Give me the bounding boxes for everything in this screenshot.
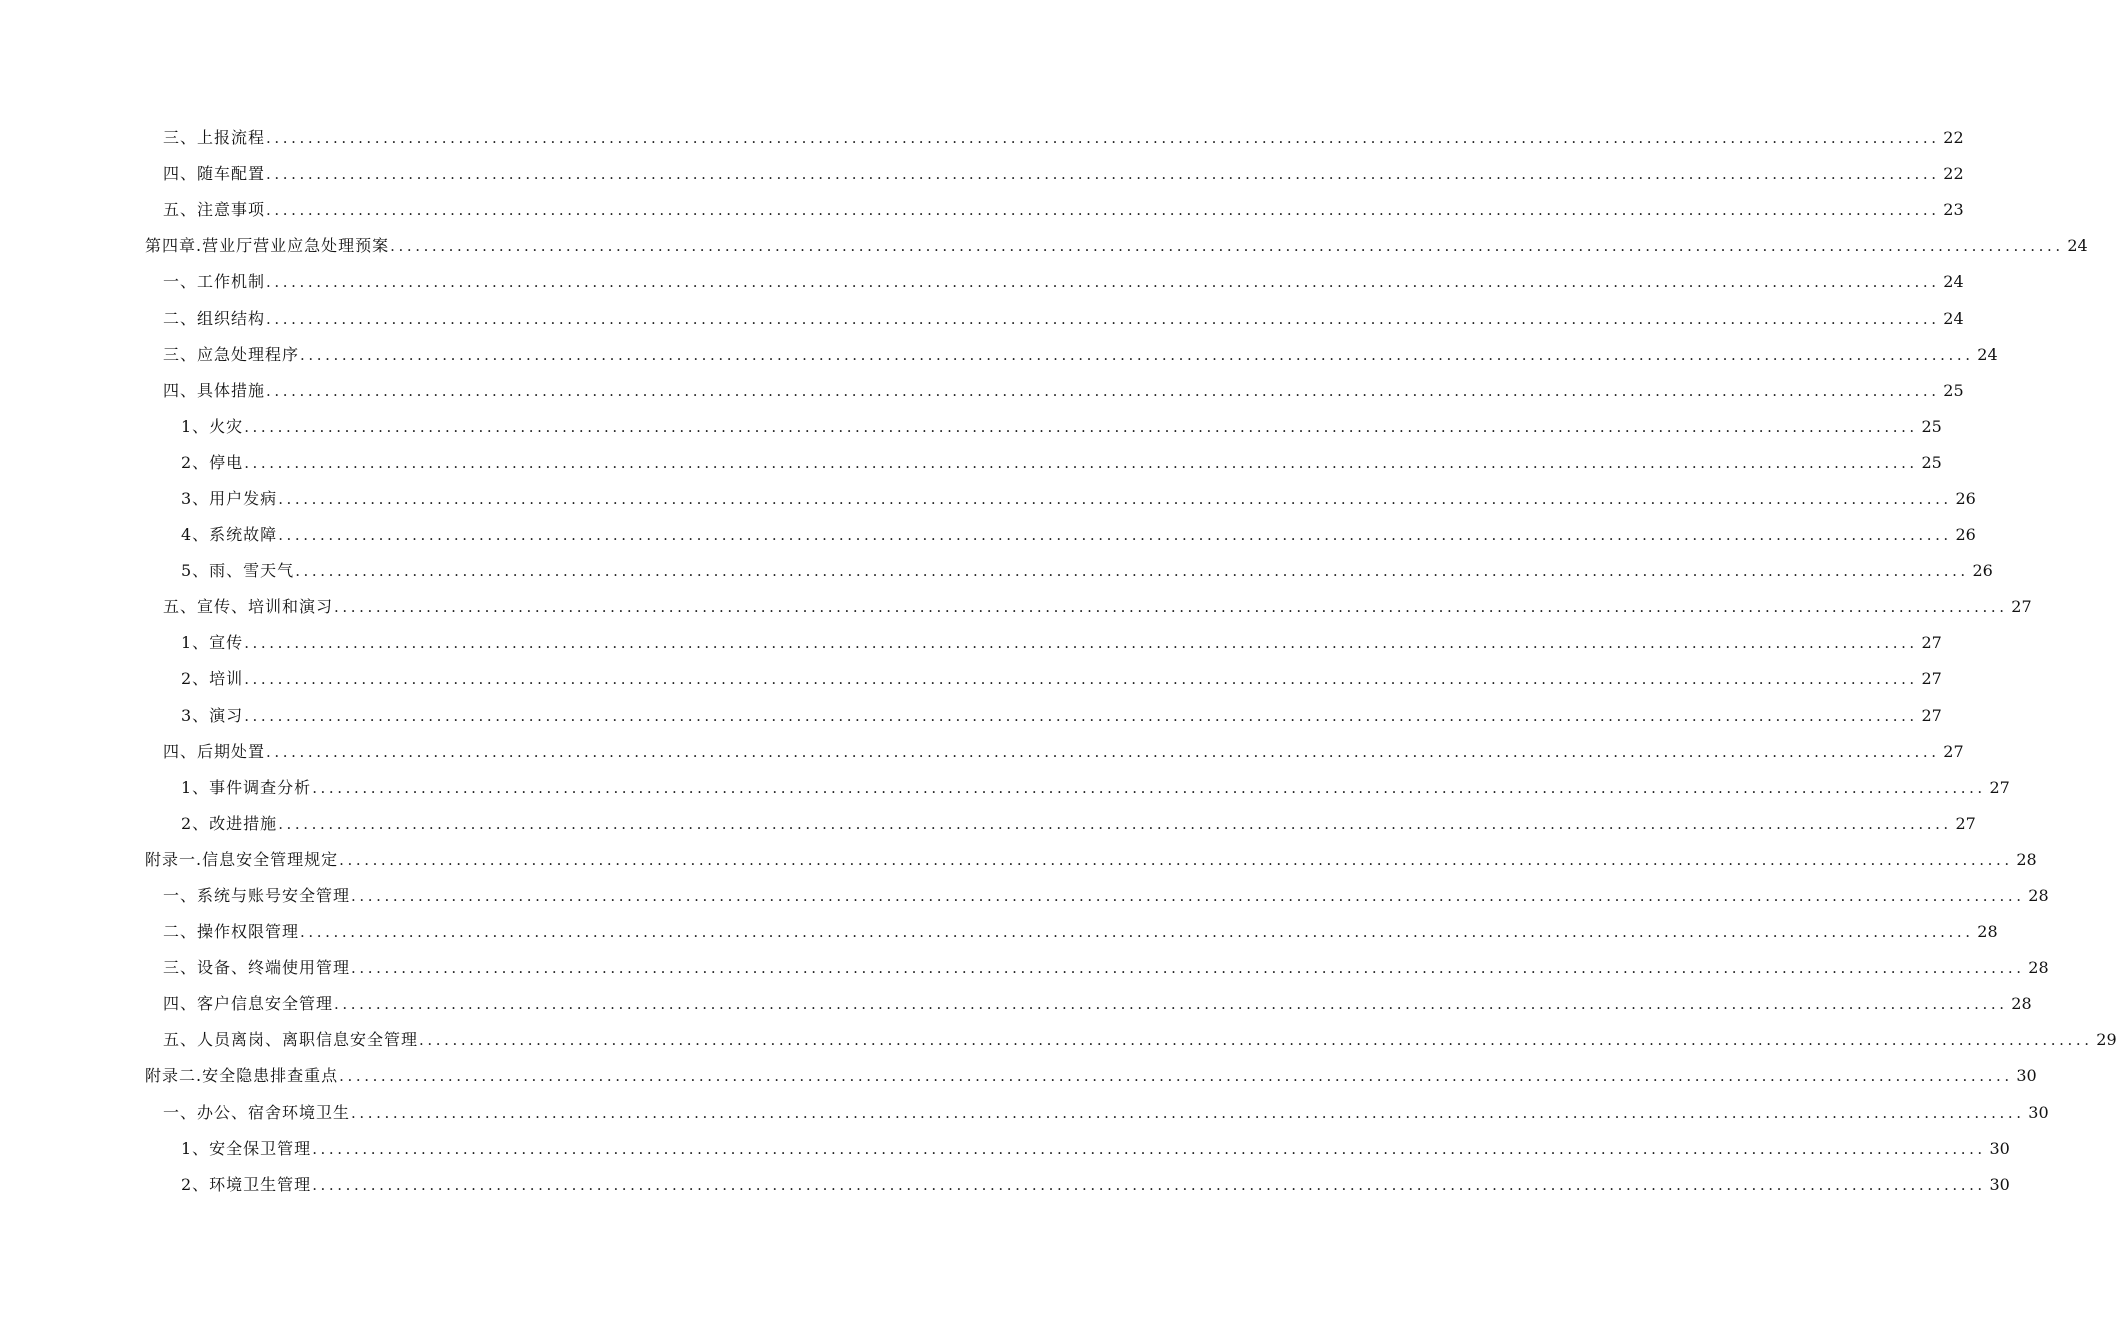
toc-entry[interactable]: [0, 445, 1942, 481]
toc-entry[interactable]: [0, 842, 2037, 878]
toc-entry-title: 2、培训: [181, 669, 244, 689]
toc-dot-leader: ........................................................................................................................................................................................................: [244, 706, 1918, 725]
toc-entry-page-number: 28: [2028, 886, 2049, 906]
toc-entry-page-number: 26: [1972, 561, 1993, 581]
toc-entry-title: 4、系统故障: [181, 525, 278, 545]
toc-entry[interactable]: [0, 734, 1964, 770]
toc-entry[interactable]: [0, 1167, 2010, 1203]
toc-entry-title: 四、后期处置: [163, 741, 266, 761]
toc-dot-leader: ........................................................................................................................................................................................................: [300, 923, 1974, 942]
toc-entry-title: 三、设备、终端使用管理: [163, 958, 351, 978]
toc-dot-leader: ........................................................................................................................................................................................................: [295, 562, 1969, 581]
toc-entry-title: 五、宣传、培训和演习: [163, 597, 334, 617]
toc-dot-leader: ........................................................................................................................................................................................................: [390, 237, 2064, 256]
toc-entry-page-number: 29: [2096, 1030, 2117, 1050]
toc-entry-page-number: 27: [1921, 669, 1942, 689]
toc-entry-title: 3、用户发病: [181, 488, 278, 508]
toc-entry-title: 附录二.安全隐患排查重点: [145, 1066, 339, 1086]
toc-entry[interactable]: [0, 481, 1976, 517]
toc-entry-page-number: 27: [1989, 777, 2010, 797]
toc-entry-page-number: 22: [1943, 164, 1964, 184]
toc-entry-page-number: 22: [1943, 128, 1964, 148]
toc-dot-leader: ........................................................................................................................................................................................................: [419, 1031, 2093, 1050]
toc-entry-page-number: 27: [1921, 633, 1942, 653]
toc-dot-leader: ........................................................................................................................................................................................................: [244, 417, 1918, 436]
toc-dot-leader: ........................................................................................................................................................................................................: [266, 381, 1940, 400]
toc-entry-page-number: 24: [2067, 236, 2088, 256]
toc-entry-page-number: 30: [1989, 1138, 2010, 1158]
toc-entry-title: 2、改进措施: [181, 813, 278, 833]
toc-entry[interactable]: [0, 806, 1976, 842]
toc-entry-title: 第四章.营业厅营业应急处理预案: [145, 236, 390, 256]
toc-entry-page-number: 25: [1943, 380, 1964, 400]
toc-entry-page-number: 28: [2011, 994, 2032, 1014]
toc-entry-page-number: 23: [1943, 200, 1964, 220]
toc-dot-leader: ........................................................................................................................................................................................................: [351, 959, 2025, 978]
toc-entry-title: 一、系统与账号安全管理: [163, 886, 351, 906]
toc-entry[interactable]: [0, 264, 1964, 300]
toc-entry-title: 一、工作机制: [163, 272, 266, 292]
toc-entry[interactable]: [0, 625, 1942, 661]
toc-entry[interactable]: [0, 120, 1964, 156]
toc-entry-page-number: 27: [1943, 741, 1964, 761]
toc-entry-page-number: 24: [1943, 272, 1964, 292]
toc-dot-leader: ........................................................................................................................................................................................................: [312, 778, 1986, 797]
toc-dot-leader: ........................................................................................................................................................................................................: [266, 129, 1940, 148]
toc-entry-title: 3、演习: [181, 705, 244, 725]
toc-entry-title: 二、组织结构: [163, 308, 266, 328]
toc-entry[interactable]: [0, 553, 1993, 589]
toc-entry[interactable]: [0, 228, 2088, 264]
toc-entry-page-number: 25: [1921, 416, 1942, 436]
toc-entry[interactable]: [0, 1131, 2010, 1167]
toc-entry[interactable]: [0, 156, 1964, 192]
toc-dot-leader: ........................................................................................................................................................................................................: [244, 634, 1918, 653]
toc-entry-page-number: 26: [1955, 488, 1976, 508]
toc-entry-title: 2、环境卫生管理: [181, 1174, 312, 1194]
toc-entry-title: 附录一.信息安全管理规定: [145, 849, 339, 869]
toc-entry-title: 1、火灾: [181, 416, 244, 436]
toc-dot-leader: ........................................................................................................................................................................................................: [278, 489, 1952, 508]
toc-entry-title: 四、随车配置: [163, 164, 266, 184]
toc-entry[interactable]: [0, 300, 1964, 336]
toc-entry-title: 2、停电: [181, 452, 244, 472]
toc-entry-title: 二、操作权限管理: [163, 922, 300, 942]
toc-entry[interactable]: [0, 192, 1964, 228]
toc-entry-page-number: 30: [2016, 1066, 2037, 1086]
toc-entry[interactable]: [0, 373, 1964, 409]
toc-entry-title: 三、应急处理程序: [163, 344, 300, 364]
toc-dot-leader: ........................................................................................................................................................................................................: [334, 598, 2008, 617]
toc-dot-leader: ........................................................................................................................................................................................................: [351, 887, 2025, 906]
toc-entry-page-number: 26: [1955, 525, 1976, 545]
toc-dot-leader: ........................................................................................................................................................................................................: [278, 814, 1952, 833]
toc-entry-page-number: 28: [2016, 849, 2037, 869]
toc-dot-leader: ........................................................................................................................................................................................................: [266, 273, 1940, 292]
toc-entry-page-number: 30: [1989, 1174, 2010, 1194]
toc-entry-page-number: 28: [1977, 922, 1998, 942]
toc-dot-leader: ........................................................................................................................................................................................................: [312, 1175, 1986, 1194]
toc-entry-page-number: 30: [2028, 1102, 2049, 1122]
toc-entry[interactable]: [0, 950, 2049, 986]
toc-entry-page-number: 27: [1921, 705, 1942, 725]
toc-dot-leader: ........................................................................................................................................................................................................: [244, 670, 1918, 689]
toc-entry[interactable]: [0, 1058, 2037, 1094]
toc-dot-leader: ........................................................................................................................................................................................................: [266, 201, 1940, 220]
toc-entry-title: 一、办公、宿舍环境卫生: [163, 1102, 351, 1122]
toc-entry-page-number: 24: [1943, 308, 1964, 328]
toc-entry-title: 1、事件调查分析: [181, 777, 312, 797]
table-of-contents: [0, 120, 2117, 1203]
toc-dot-leader: ........................................................................................................................................................................................................: [278, 526, 1952, 545]
toc-dot-leader: ........................................................................................................................................................................................................: [339, 1067, 2013, 1086]
toc-dot-leader: ........................................................................................................................................................................................................: [339, 850, 2013, 869]
toc-entry-title: 1、宣传: [181, 633, 244, 653]
toc-dot-leader: ........................................................................................................................................................................................................: [266, 742, 1940, 761]
toc-dot-leader: ........................................................................................................................................................................................................: [334, 995, 2008, 1014]
toc-entry-page-number: 27: [2011, 597, 2032, 617]
toc-entry[interactable]: [0, 589, 2032, 625]
toc-entry-page-number: 27: [1955, 813, 1976, 833]
toc-entry-page-number: 25: [1921, 452, 1942, 472]
toc-entry[interactable]: [0, 878, 2049, 914]
toc-entry-title: 5、雨、雪天气: [181, 561, 295, 581]
toc-dot-leader: ........................................................................................................................................................................................................: [266, 165, 1940, 184]
toc-entry[interactable]: [0, 409, 1942, 445]
toc-entry[interactable]: [0, 698, 1942, 734]
toc-entry[interactable]: [0, 914, 1998, 950]
toc-entry-title: 四、客户信息安全管理: [163, 994, 334, 1014]
toc-entry[interactable]: [0, 1095, 2049, 1131]
toc-entry-title: 三、上报流程: [163, 128, 266, 148]
toc-dot-leader: ........................................................................................................................................................................................................: [244, 453, 1918, 472]
toc-entry-title: 四、具体措施: [163, 380, 266, 400]
toc-dot-leader: ........................................................................................................................................................................................................: [312, 1139, 1986, 1158]
toc-entry-page-number: 24: [1977, 344, 1998, 364]
toc-dot-leader: ........................................................................................................................................................................................................: [351, 1103, 2025, 1122]
toc-entry[interactable]: [0, 517, 1976, 553]
toc-entry-title: 1、安全保卫管理: [181, 1138, 312, 1158]
toc-entry[interactable]: [0, 770, 2010, 806]
toc-entry[interactable]: [0, 986, 2032, 1022]
toc-entry-title: 五、注意事项: [163, 200, 266, 220]
toc-entry[interactable]: [0, 661, 1942, 697]
toc-entry[interactable]: [0, 337, 1998, 373]
toc-dot-leader: ........................................................................................................................................................................................................: [266, 309, 1940, 328]
toc-entry-page-number: 28: [2028, 958, 2049, 978]
toc-entry-title: 五、人员离岗、离职信息安全管理: [163, 1030, 419, 1050]
toc-dot-leader: ........................................................................................................................................................................................................: [300, 345, 1974, 364]
toc-entry[interactable]: [0, 1022, 2117, 1058]
